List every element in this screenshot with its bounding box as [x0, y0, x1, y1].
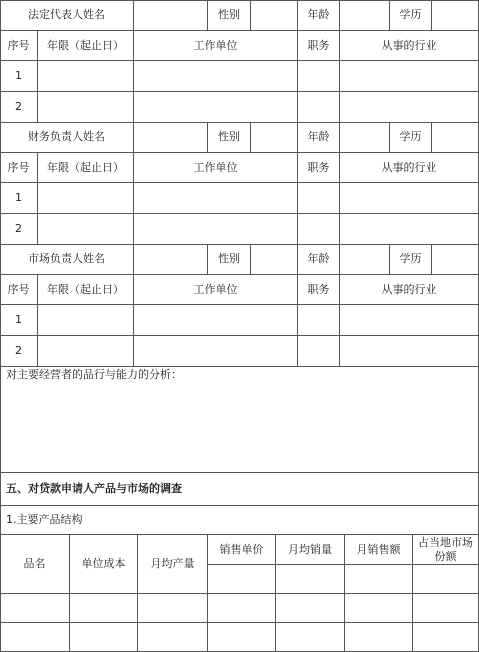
work-history-input[interactable] [38, 92, 134, 123]
work-history-header: 年限（起止日） [38, 153, 134, 183]
work-history-header: 工作单位 [134, 275, 298, 305]
gender-value[interactable] [251, 0, 298, 31]
person-name-value[interactable] [134, 122, 208, 153]
work-history-input[interactable] [340, 336, 479, 367]
section-five-title: 五、对贷款申请人产品与市场的调查 [0, 473, 479, 506]
product-header: 月均销量 [276, 535, 345, 565]
work-history-input[interactable] [134, 61, 298, 92]
product-data-cell[interactable] [276, 594, 345, 623]
person-name-value[interactable] [134, 244, 208, 275]
product-data-cell[interactable] [208, 623, 276, 652]
work-history-input[interactable] [38, 305, 134, 336]
product-data-cell[interactable] [345, 623, 413, 652]
product-data-cell[interactable] [276, 623, 345, 652]
work-history-input[interactable] [134, 214, 298, 245]
product-data-cell[interactable] [0, 623, 70, 652]
work-history-input[interactable] [340, 92, 479, 123]
product-subheader-blank [413, 565, 479, 594]
work-history-header: 职务 [298, 275, 340, 305]
product-data-cell[interactable] [138, 623, 208, 652]
product-subheader-blank [345, 565, 413, 594]
product-header: 销售单价 [208, 535, 276, 565]
product-data-cell[interactable] [70, 594, 138, 623]
work-history-input[interactable] [298, 183, 340, 214]
work-history-input[interactable] [340, 183, 479, 214]
product-header: 占当地市场份额 [413, 535, 479, 565]
work-history-header: 从事的行业 [340, 153, 479, 183]
age-value[interactable] [340, 122, 390, 153]
product-header: 月均产量 [138, 535, 208, 594]
product-data-cell[interactable] [413, 623, 479, 652]
product-data-cell[interactable] [138, 594, 208, 623]
person-name-label: 法定代表人姓名 [0, 0, 134, 31]
education-label: 学历 [390, 0, 432, 31]
work-history-input[interactable] [134, 336, 298, 367]
age-label: 年龄 [298, 122, 340, 153]
work-history-input[interactable] [340, 61, 479, 92]
education-value[interactable] [432, 122, 479, 153]
education-label: 学历 [390, 122, 432, 153]
work-history-header: 序号 [0, 275, 38, 305]
gender-value[interactable] [251, 122, 298, 153]
character-ability-analysis[interactable]: 对主要经营者的品行与能力的分析： [0, 366, 479, 473]
work-history-input[interactable] [298, 214, 340, 245]
person-name-value[interactable] [134, 0, 208, 31]
product-data-cell[interactable] [413, 594, 479, 623]
row-number: 2 [0, 336, 38, 367]
product-subheader-blank [276, 565, 345, 594]
work-history-input[interactable] [38, 214, 134, 245]
product-header: 单位成本 [70, 535, 138, 594]
education-value[interactable] [432, 0, 479, 31]
gender-label: 性别 [208, 122, 251, 153]
age-value[interactable] [340, 244, 390, 275]
row-number: 1 [0, 61, 38, 92]
work-history-header: 工作单位 [134, 153, 298, 183]
work-history-input[interactable] [38, 336, 134, 367]
work-history-input[interactable] [38, 61, 134, 92]
work-history-header: 序号 [0, 31, 38, 61]
row-number: 2 [0, 92, 38, 123]
product-data-cell[interactable] [208, 594, 276, 623]
work-history-input[interactable] [134, 183, 298, 214]
work-history-input[interactable] [38, 183, 134, 214]
work-history-input[interactable] [340, 214, 479, 245]
education-label: 学历 [390, 244, 432, 275]
work-history-header: 工作单位 [134, 31, 298, 61]
row-number: 1 [0, 183, 38, 214]
product-header: 月销售额 [345, 535, 413, 565]
gender-label: 性别 [208, 0, 251, 31]
person-name-label: 市场负责人姓名 [0, 244, 134, 275]
product-data-cell[interactable] [345, 594, 413, 623]
work-history-header: 序号 [0, 153, 38, 183]
gender-value[interactable] [251, 244, 298, 275]
work-history-header: 从事的行业 [340, 275, 479, 305]
age-label: 年龄 [298, 0, 340, 31]
product-structure-label: 1.主要产品结构 [0, 506, 479, 535]
product-data-cell[interactable] [70, 623, 138, 652]
age-value[interactable] [340, 0, 390, 31]
work-history-input[interactable] [298, 92, 340, 123]
work-history-header: 职务 [298, 153, 340, 183]
work-history-input[interactable] [298, 336, 340, 367]
product-header: 品名 [0, 535, 70, 594]
work-history-input[interactable] [340, 305, 479, 336]
work-history-header: 年限（起止日） [38, 275, 134, 305]
work-history-header: 职务 [298, 31, 340, 61]
work-history-input[interactable] [134, 92, 298, 123]
person-name-label: 财务负责人姓名 [0, 122, 134, 153]
product-subheader-blank [208, 565, 276, 594]
gender-label: 性别 [208, 244, 251, 275]
work-history-input[interactable] [298, 305, 340, 336]
work-history-header: 年限（起止日） [38, 31, 134, 61]
work-history-input[interactable] [134, 305, 298, 336]
row-number: 2 [0, 214, 38, 245]
education-value[interactable] [432, 244, 479, 275]
product-data-cell[interactable] [0, 594, 70, 623]
row-number: 1 [0, 305, 38, 336]
work-history-input[interactable] [298, 61, 340, 92]
age-label: 年龄 [298, 244, 340, 275]
work-history-header: 从事的行业 [340, 31, 479, 61]
